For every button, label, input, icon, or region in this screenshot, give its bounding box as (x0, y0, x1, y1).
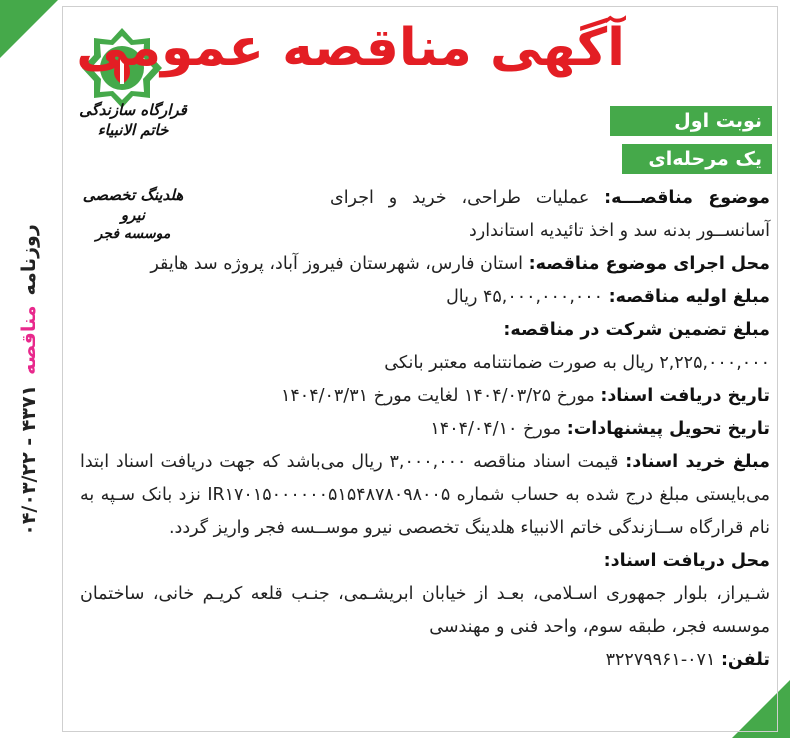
round-badge: نوبت اول (610, 106, 772, 136)
submit-date-value: مورخ ۱۴۰۴/۰۴/۱۰ (430, 419, 562, 439)
phone-value: ۰۷۱-۳۲۲۷۹۹۶۱ (605, 650, 716, 670)
phone-row (80, 644, 770, 677)
stage-badge: یک مرحله‌ای (622, 144, 772, 174)
receive-date-value: مورخ ۱۴۰۴/۰۳/۲۵ لغایت مورخ ۱۴۰۴/۰۳/۳۱ (281, 386, 595, 406)
location-row (80, 248, 770, 281)
newspaper-name: مناقصه (18, 305, 40, 375)
submit-date-row (80, 413, 770, 446)
purchase-label: مبلغ خرید اسناد: (625, 452, 770, 472)
docs-place-value: شـیراز، بلوار جمهوری اسـلامی، بعـد از خیابان ابریشـمی، جنـب قلعه کریـم خانی، ساختمان موسسه فجر، طبقه سوم، واحد فنی و مهندسی (80, 584, 770, 637)
institute-name: موسسه فجر (95, 226, 171, 242)
newspaper-credit (18, 224, 40, 536)
docs-place-row (80, 545, 770, 644)
subject-label: موضوع مناقصـــه: (604, 188, 770, 208)
location-label: محل اجرای موضوع مناقصه: (528, 254, 770, 274)
subject-value: عملیات طراحی، خرید و اجرای آسانســور بدنه سد و اخذ تائیدیه استاندارد (330, 188, 770, 241)
issue-number-date: ۰۴/۰۳/۲۲ - ۴۳۷۱ (18, 384, 40, 536)
initial-amount-value: ۴۵,۰۰۰,۰۰۰,۰۰۰ ریال (446, 287, 604, 307)
holding-name: هلدینگ تخصصی نیرو (82, 185, 184, 224)
newspaper-prefix: روزنامه (18, 224, 40, 296)
initial-amount-label: مبلغ اولیه مناقصه: (608, 287, 770, 307)
submit-date-label: تاریخ تحویل پیشنهادات: (566, 419, 770, 439)
organization-name: قرارگاه سازندگی خاتم الانبیاء (79, 101, 187, 140)
location-value: استان فارس، شهرستان فیروز آباد، پروژه سد هایقر (150, 254, 524, 274)
receive-date-row (80, 380, 770, 413)
phone-label: تلفن: (720, 650, 770, 670)
receive-date-label: تاریخ دریافت اسناد: (600, 386, 770, 406)
initial-amount-row (80, 281, 770, 314)
corner-decoration-top-left (0, 0, 58, 58)
purchase-row (80, 446, 770, 545)
guarantee-row (80, 314, 770, 380)
purchase-value: قیمت اسناد مناقصه ۳,۰۰۰,۰۰۰ ریال می‌باشد که جهت دریافت اسناد ابتدا می‌بایستی مبلغ درج شده به حساب شماره IR۱۷۰۱۵۰۰۰۰۰۰۵۱۵۴۸۷۸۰۹۸۰۰۵ نزد بانک سـپه به نام قرارگاه ســازندگی خاتم الانبیاء هلدینگ تخصصی نیرو موســسه فجر واریز گردد. (80, 452, 770, 538)
guarantee-label: مبلغ تضمین شرکت در مناقصه: (503, 320, 770, 340)
tender-details (80, 182, 770, 677)
newspaper-strip (4, 120, 54, 640)
page-title: آگهی مناقصه عمومی (76, 18, 625, 78)
guarantee-value: ۲,۲۲۵,۰۰۰,۰۰۰ ریال به صورت ضمانتنامه معتبر بانکی (384, 353, 770, 373)
subject-row (330, 182, 770, 248)
docs-place-label: محل دریافت اسناد: (603, 551, 770, 571)
